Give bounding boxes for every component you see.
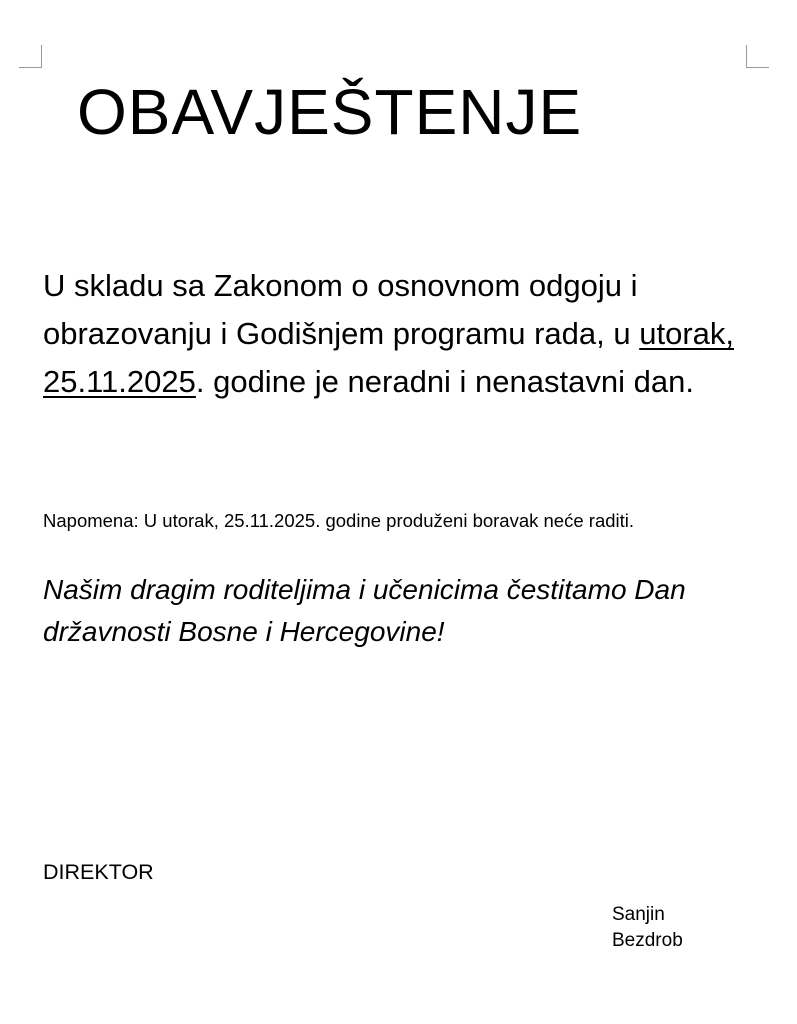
signature-role: DIREKTOR [43, 860, 154, 884]
greeting-paragraph: Našim dragim roditeljima i učenicima čestitamo Dan državnosti Bosne i Hercegovine! [43, 574, 686, 647]
main-paragraph-intro: U skladu sa Zakonom o osnovnom odgoju i obrazovanju i Godišnjem programu rada, u [43, 268, 640, 351]
signer-name [612, 902, 683, 954]
main-paragraph [43, 262, 743, 406]
underlined-date: utorak, 25.11.2025 [43, 316, 734, 399]
signer-first-name: Sanjin [612, 904, 665, 925]
document-title: OBAVJEŠTENJE [77, 76, 583, 148]
signer-last-name: Bezdrob [612, 930, 683, 951]
note-paragraph: Napomena: U utorak, 25.11.2025. godine produženi boravak neće raditi. [43, 510, 635, 531]
page-corner-mark-top-right [746, 45, 769, 68]
main-paragraph-ending: . godine je neradni i nenastavni dan. [195, 364, 694, 399]
page-corner-mark-top-left [19, 45, 42, 68]
